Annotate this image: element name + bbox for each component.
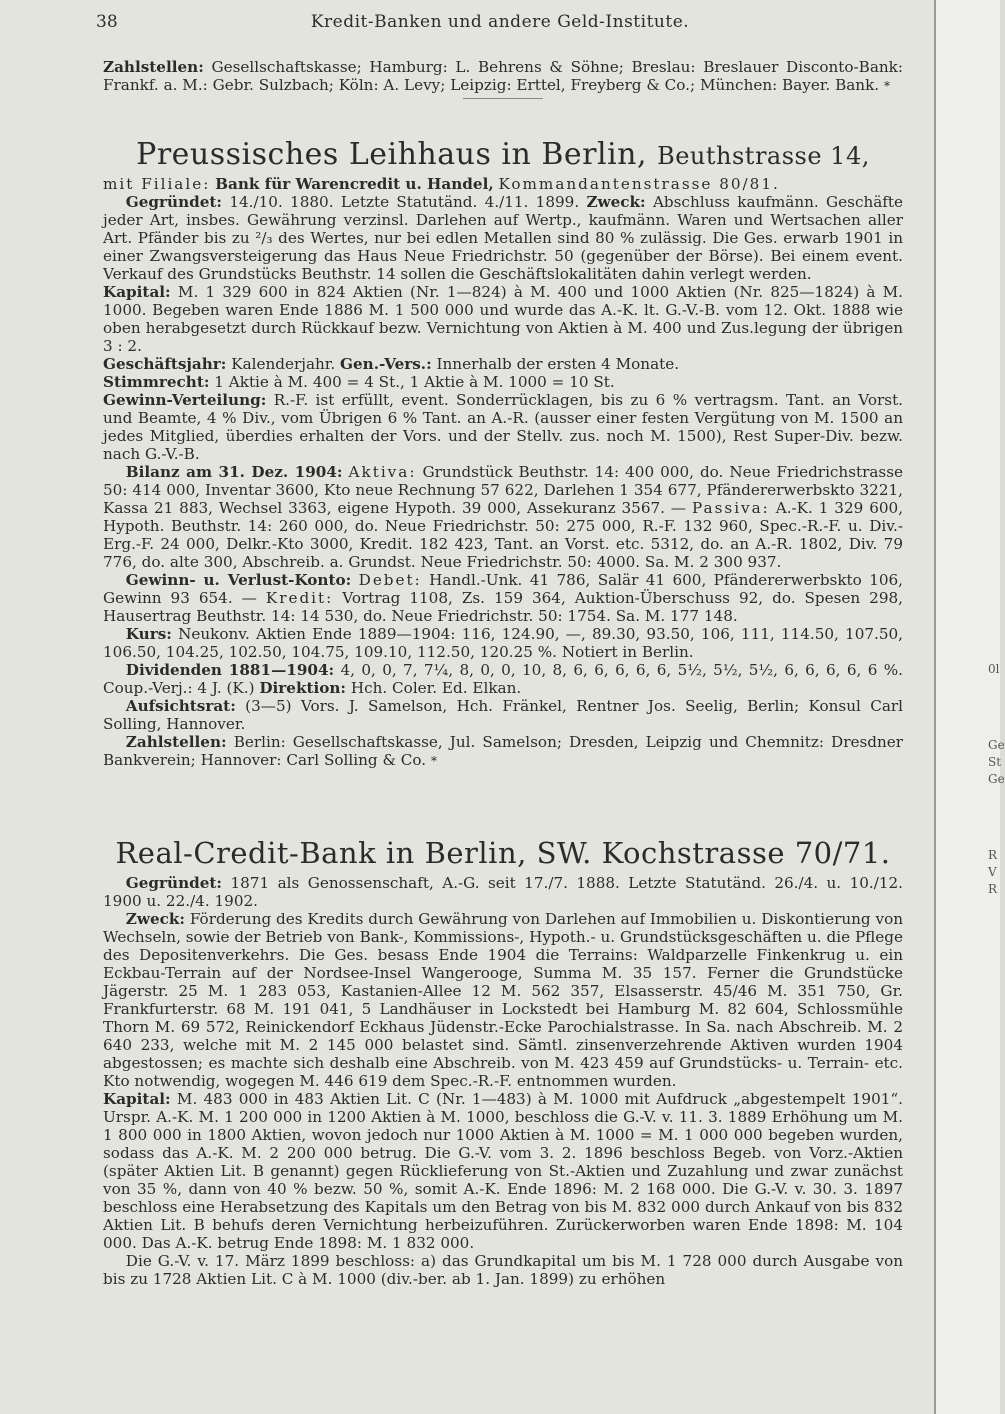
geschaeftsjahr-label: Geschäftsjahr: (103, 355, 227, 373)
entry-title-address: SW. Kochstrasse 70/71. (536, 836, 891, 870)
stimmrecht-text: 1 Aktie à M. 400 = 4 St., 1 Aktie à M. 1000 = 10 St. (214, 373, 615, 391)
zweck-label: Zweck: (125, 910, 185, 928)
kurs-text: Neukonv. Aktien Ende 1889—1904: 116, 124.90, —, 89.30, 93.50, 106, 111, 114.50, 107.50, 106.50, 104.25, 102.50, 104.75, 109.10, 112.50, 120.25 %. Notiert in Berlin. (103, 625, 904, 661)
kurs-label: Kurs: (125, 625, 172, 643)
filiale-address: Kommandantenstrasse 80/81. (498, 175, 780, 193)
gutter-fragment: Ge (988, 772, 1005, 786)
page-header (96, 12, 904, 32)
adjacent-page-edge (936, 0, 1005, 1414)
dividenden-paragraph (103, 661, 903, 697)
kapital-paragraph (103, 1090, 903, 1252)
gewinn-verteilung-text: R.-F. ist erfüllt, event. Sonderrücklagen, bis zu 6 % vertragsm. Tant. an Vorst. und Beamte, 4 % Div., vom Übrigen 6 % Tant. an A.-R. (ausser einer festen Vergütung von M. 1500 an jedes Mitglied, überdies erhalten der Vors. und der Stellv. zus. noch M. 1500), Rest Super-Div. bezw. nach G.-V.-B. (103, 391, 904, 463)
entry-title (103, 836, 903, 870)
entry-title (103, 138, 903, 173)
direktion-label: Direktion: (259, 679, 347, 697)
kapital-text: M. 483 000 in 483 Aktien Lit. C (Nr. 1—483) à M. 1000 mit Aufdruck „abgestempelt 1901“. Urspr. A.-K. M. 1 200 000 in 1200 Aktien à M. 1000, beschloss die G.-V. v. 11. 3. 1889 Erhöhung um M. 1 800 000 in 1800 Aktien, wovon jedoch nur 1000 Aktien à M. 1000 = M. 1 000 000 begeben wurden, sodass das A.-K. M. 2 200 000 betrug. Die G.-V. vom 3. 2. 1896 beschloss Begeb. von Vorz.-Aktien (später Aktien Lit. B genannt) gegen Rücklieferung von St.-Aktien und Zuzahlung und zwar zunächst von 35 %, dann von 40 % bezw. 50 %, somit A.-K. Ende 1896: M. 2 168 000. Die G.-V. v. 30. 3. 1897 beschloss eine Herabsetzung des Kapitals um den Betrag von bis M. 832 000 durch Ankauf von bis 832 Aktien Lit. B behufs deren Vernichtung herbeizuführen. Zurückerworben waren Ende 1898: M. 104 000. Das A.-K. betrug Ende 1898: M. 1 832 000. (103, 1090, 903, 1252)
zweck-text: Förderung des Kredits durch Gewährung von Darlehen auf Immobilien u. Diskontierung von Wechseln, sowie der Betrieb von Bank-, Kommissions-, Hypoth.- u. Grundstücksgeschäften u. die Pflege des Depositenverkehrs. Die Ges. besass Ende 1904 die Terrains: Waldparzelle Finkenkrug u. ein Eckbau-Terrain auf der Nordsee-Insel Wangerooge, Summa M. 35 157. Ferner die Grundstücke Jägerstr. 25 M. 1 283 053, Kastanien-Allee 12 M. 562 357, Elsasserstr. 45/46 M. 351 750, Gr. Frankfurterstr. 68 M. 191 041, 5 Landhäuser in Lockstedt bei Hamburg M. 82 604, Schlossmühle Thorn M. 69 572, Reinickendorf Eckhaus Jüdenstr.-Ecke Parochialstrasse. In Sa. nach Abschreib. M. 2 640 233, welche mit M. 2 145 000 belastet sind. Sämtl. zinsenverzehrende Aktiven wurden 1904 abgestossen; es machte sich deshalb eine Abschreib. von M. 423 459 auf Grundstücks- u. Terrain- etc. Kto notwendig, wogegen M. 446 619 dem Spec.-R.-F. entnommen wurden. (103, 910, 903, 1090)
debet-label: Debet: (358, 571, 422, 589)
gegruendet-label: Gegründet: (125, 193, 223, 211)
kurs-paragraph (103, 625, 903, 661)
geschaeftsjahr-paragraph (103, 355, 903, 373)
running-title: Kredit-Banken und andere Geld-Institute. (310, 12, 690, 32)
stimmrecht-label: Stimmrecht: (103, 373, 210, 391)
kapital-paragraph (103, 283, 903, 355)
filiale-prefix: mit Filiale: (103, 175, 211, 193)
gutter-fragment: R (988, 882, 998, 896)
entry-real-credit-bank (103, 836, 903, 1288)
aufsichtsrat-label: Aufsichtsrat: (125, 697, 236, 715)
debet-text: Handl.-Unk. 41 786, Salär 41 600, Pfändererwerbskto 106, Gewinn 93 654. — (103, 571, 904, 607)
zweck-label: Zweck: (586, 193, 646, 211)
gutter-fragment: St (988, 755, 1002, 769)
gegruendet-text: 1871 als Genossenschaft, A.-G. seit 17./7. 1888. Letzte Statutänd. 26./4. u. 10./12. 1900 u. 22./4. 1902. (103, 874, 903, 910)
gegruendet-label: Gegründet: (125, 874, 223, 892)
zweck-text: Abschluss kaufmänn. Geschäfte jeder Art, insbes. Gewährung verzinsl. Darlehen auf Wertp., kaufmänn. Waren und Wertsachen aller Art. Pfänder bis zu ²/₃ des Wertes, nur bei edlen Metallen sind 80 % zulässig. Die Ges. erwarb 1901 in einer Zwangsversteigerung das Haus Neue Friedrichstr. 50 (gegenüber der Börse). Bei einem event. Verkauf des Grundstücks Beuthstr. 14 sollen die Geschäftslokalitäten dahin verlegt werden. (103, 193, 904, 283)
entry-preussisches-leihhaus (103, 138, 903, 770)
filiale-name: Bank für Warencredit u. Handel, (215, 175, 494, 193)
previous-entry-tail (103, 58, 903, 99)
entry-title-name: Preussisches Leihhaus in Berlin, (136, 137, 648, 172)
gutter-fragment: V (988, 865, 997, 879)
aktiva-text: Grundstück Beuthstr. 14: 400 000, do. Neue Friedrichstrasse 50: 414 000, Inventar 3600, Kto neue Rechnung 57 622, Darlehen 1 354 677, Pfändererwerbskto 3221, Kassa 21 883, Wechsel 3363, eigene Hypoth. 39 000, Assekuranz 3567. — (103, 463, 904, 517)
entry-title-name: Real-Credit-Bank in Berlin, (115, 836, 527, 870)
passiva-label: Passiva: (692, 499, 770, 517)
guv-label: Gewinn- u. Verlust-Konto: (125, 571, 352, 589)
entry-end-star: * (430, 754, 437, 768)
kapital-text: M. 1 329 600 in 824 Aktien (Nr. 1—824) à M. 400 und 1000 Aktien (Nr. 825—1824) à M. 1000. Begeben waren Ende 1886 M. 1 500 000 und wurde das A.-K. lt. G.-V.-B. vom 12. Okt. 1888 wie oben herabgesetzt durch Rückkauf bezw. Vernichtung von Aktien à M. 400 und Zus.legung der übrigen 3 : 2. (103, 283, 904, 355)
separator-rule (463, 98, 543, 99)
zahlstellen-paragraph (103, 733, 903, 770)
aktiva-label: Aktiva: (348, 463, 417, 481)
kapital-continuation: Die G.-V. v. 17. März 1899 beschloss: a) das Grundkapital um bis M. 1 728 000 durch Ausgabe von bis zu 1728 Aktien Lit. C à M. 1000 (div.-ber. ab 1. Jan. 1899) zu erhöhen (103, 1252, 903, 1288)
gegruendet-text: 14./10. 1880. Letzte Statutänd. 4./11. 1899. (229, 193, 580, 211)
zahlstellen-label: Zahlstellen: (125, 733, 227, 751)
direktion-text: Hch. Coler. Ed. Elkan. (350, 679, 522, 697)
gutter-fragment: Ge (988, 738, 1005, 752)
gutter-fragment: R (988, 848, 998, 862)
gewinn-verteilung-paragraph (103, 391, 903, 463)
bilanz-label: Bilanz am 31. Dez. 1904: (125, 463, 343, 481)
aufsichtsrat-paragraph (103, 697, 903, 733)
genvers-label: Gen.-Vers.: (340, 355, 432, 373)
kredit-label: Kredit: (265, 589, 334, 607)
bilanz-paragraph (103, 463, 903, 571)
stimmrecht-paragraph (103, 373, 903, 391)
passiva-text: A.-K. 1 329 600, Hypoth. Beuthstr. 14: 260 000, do. Neue Friedrichstr. 50: 275 000, R.-F. 132 960, Spec.-R.-F. u. Div.-Erg.-F. 24 000, Delkr.-Kto 3000, Kredit. 182 423, Tant. an Vorst. etc. 5312, do. an A.-R. 1802, Div. 79 776, do. alte 300, Abschreib. a. Grundst. Neue Friedrichstr. 50: 4000. Sa. M. 2 300 937. (103, 499, 904, 571)
gutter-fragment: 0l (988, 662, 1000, 676)
zahlstellen-text: Berlin: Gesellschaftskasse, Jul. Samelson; Dresden, Leipzig und Chemnitz: Dresdner Bankverein; Hannover: Carl Solling & Co. (103, 733, 903, 769)
filiale-line (103, 175, 903, 193)
zahlstellen-label: Zahlstellen: (103, 58, 204, 76)
genvers-text: Innerhalb der ersten 4 Monate. (436, 355, 680, 373)
kapital-label: Kapital: (103, 1090, 171, 1108)
entry-end-star: * (883, 79, 890, 93)
kredit-text: Vortrag 1108, Zs. 159 364, Auktion-Überschuss 92, do. Spesen 298, Hausertrag Beuthstr. 14: 14 530, do. Neue Friedrichstr. 50: 1754. Sa. M. 177 148. (103, 589, 904, 625)
dividenden-text: 4, 0, 0, 7, 7¼, 8, 0, 0, 10, 8, 6, 6, 6, 6, 6, 5½, 5½, 5½, 6, 6, 6, 6, 6 %. Coup.-Verj.: 4 J. (K.) (103, 661, 903, 697)
zahlstellen-text: Gesellschaftskasse; Hamburg: L. Behrens & Söhne; Breslau: Breslauer Disconto-Bank: Frankf. a. M.: Gebr. Sulzbach; Köln: A. Levy; Leipzig: Erttel, Freyberg & Co.; München: Bayer. Bank. (103, 58, 903, 94)
dividenden-label: Dividenden 1881—1904: (125, 661, 335, 679)
gewinn-verlust-paragraph (103, 571, 903, 625)
gewinn-verteilung-label: Gewinn-Verteilung: (103, 391, 267, 409)
gegruendet-paragraph (103, 874, 903, 910)
geschaeftsjahr-text: Kalenderjahr. (231, 355, 336, 373)
zweck-paragraph (103, 910, 903, 1090)
entry-title-address: Beuthstrasse 14, (657, 142, 870, 170)
page-number: 38 (96, 12, 118, 32)
gegruendet-paragraph (103, 193, 903, 283)
aufsichtsrat-text: (3—5) Vors. J. Samelson, Hch. Fränkel, Rentner Jos. Seelig, Berlin; Konsul Carl Solling, Hannover. (103, 697, 903, 733)
kapital-label: Kapital: (103, 283, 171, 301)
